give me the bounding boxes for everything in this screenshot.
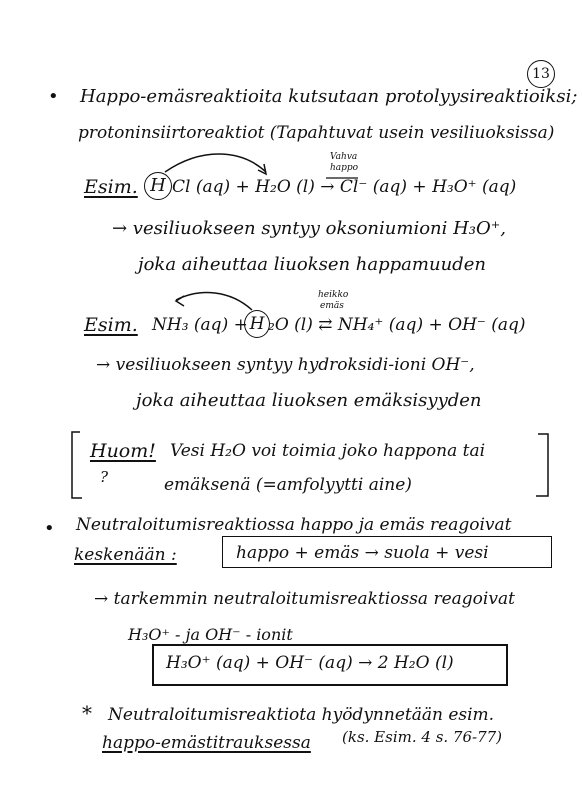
- section2-line2: keskenään :: [74, 545, 177, 565]
- section2-boxed-eq-text: H₃O⁺ (aq) + OH⁻ (aq) → 2 H₂O (l): [166, 653, 454, 673]
- example1-result2: joka aiheuttaa liuoksen happamuuden: [138, 254, 486, 275]
- note-mark: ?: [100, 468, 109, 486]
- example2-circled-h: H: [244, 310, 270, 338]
- section2-line3: → tarkemmin neutraloitumisreaktiossa reagoivat: [94, 589, 515, 609]
- note-label: Huom!: [90, 440, 156, 462]
- example2-arrow-bottom: emäs: [320, 301, 344, 311]
- footnote-line1: Neutraloitumisreaktiota hyödynnetään esim.: [108, 705, 495, 725]
- bullet-1: •: [48, 86, 59, 107]
- example2-label: Esim.: [84, 314, 138, 336]
- example2-eq-right: ₂O (l) ⇄ NH₄⁺ (aq) + OH⁻ (aq): [268, 315, 526, 335]
- section2-line1: Neutraloitumisreaktiossa happo ja emäs reagoivat: [76, 515, 512, 535]
- section1-line1: Happo-emäsreaktioita kutsutaan protolyysireaktioiksi;: [80, 86, 578, 107]
- footnote-star: *: [82, 701, 92, 725]
- example1-result1: → vesiliuokseen syntyy oksoniumioni H₃O⁺,: [112, 218, 507, 239]
- example2-result1: → vesiliuokseen syntyy hydroksidi-ioni OH⁻,: [96, 355, 475, 375]
- example1-equation: Cl (aq) + H₂O (l) → Cl⁻ (aq) + H₃O⁺ (aq): [172, 177, 517, 197]
- example1-circled-h: H: [144, 172, 172, 200]
- section1-line2: protoninsiirtoreaktiot (Tapahtuvat usein vesiliuoksissa): [78, 123, 555, 143]
- footnote-line2-underlined: happo-emästitrauksessa: [102, 733, 311, 753]
- section2-line4: H₃O⁺ - ja OH⁻ - ionit: [128, 625, 293, 644]
- section2-boxed-text: happo + emäs → suola + vesi: [236, 543, 489, 563]
- page-number: 13: [527, 60, 555, 88]
- example2-arrow-top: heikko: [318, 290, 349, 300]
- footnote-line2-ref: (ks. Esim. 4 s. 76-77): [342, 728, 503, 746]
- example2-eq-left: NH₃ (aq) +: [152, 315, 248, 335]
- example1-arrow-top: Vahva: [330, 152, 358, 162]
- example1-arrow-bottom: happo: [330, 163, 359, 173]
- example1-label: Esim.: [84, 176, 138, 198]
- example2-result2: joka aiheuttaa liuoksen emäksisyyden: [136, 390, 482, 411]
- note-line1: Vesi H₂O voi toimia joko happona tai: [170, 441, 486, 461]
- bullet-2: •: [44, 518, 55, 539]
- note-line2: emäksenä (=amfolyytti aine): [164, 475, 412, 495]
